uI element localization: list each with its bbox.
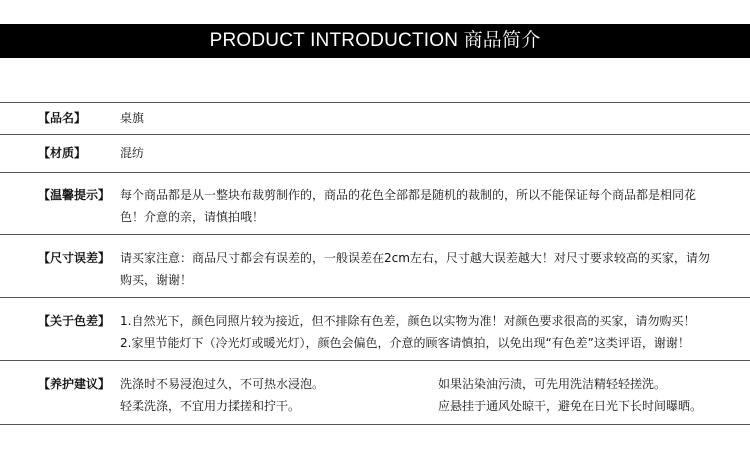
spec-text: [120, 310, 720, 354]
spec-label: 【材质】: [38, 146, 87, 160]
text-line: 色！介意的亲，请慎拍哦！: [120, 210, 265, 224]
divider: [0, 102, 750, 103]
spec-value: 混纺: [120, 146, 145, 160]
text-line: 1.自然光下，颜色同照片较为接近，但不排除有色差，颜色以实物为准！对颜色要求很高的买家，请勿购买！: [120, 314, 696, 328]
text-line: 请买家注意：商品尺寸都会有误差的，一般误差在2cm左右，尺寸越大误差越大！对尺寸要求较高的买家，请勿: [120, 251, 710, 265]
divider: [0, 297, 750, 298]
text-line: 如果沾染油污渍，可先用洗洁精轻轻搓洗。: [438, 377, 667, 391]
spec-text: [120, 184, 720, 228]
care-column-right: [438, 373, 702, 417]
spec-value: 桌旗: [120, 111, 145, 125]
spec-label: 【关于色差】: [38, 314, 111, 328]
text-line: 洗涤时不易浸泡过久，不可热水浸泡。: [120, 377, 325, 391]
spec-label: 【温馨提示】: [38, 188, 111, 202]
spec-label: 【养护建议】: [38, 377, 111, 391]
divider: [0, 234, 750, 235]
care-columns: [120, 373, 720, 417]
spec-text: [120, 247, 720, 291]
page-title: PRODUCT INTRODUCTION 商品简介: [209, 30, 541, 51]
divider: [0, 134, 750, 135]
divider: [0, 424, 750, 425]
spec-label: 【品名】: [38, 111, 87, 125]
text-line: 购买，谢谢！: [120, 273, 193, 287]
divider: [0, 172, 750, 173]
text-line: 2.家里节能灯下（冷光灯或暖光灯），颜色会偏色，介意的顾客请慎拍，以免出现“有色差”这类评语，谢谢！: [120, 336, 690, 350]
text-line: 轻柔洗涤，不宜用力揉搓和拧干。: [120, 399, 301, 413]
divider: [0, 360, 750, 361]
text-line: 每个商品都是从一整块布裁剪制作的，商品的花色全部都是随机的裁制的，所以不能保证每个商品都是相同花: [120, 188, 697, 202]
header-bar: [0, 24, 750, 58]
spec-label: 【尺寸误差】: [38, 251, 111, 265]
text-line: 应悬挂于通风处晾干，避免在日光下长时间曝晒。: [438, 399, 703, 413]
